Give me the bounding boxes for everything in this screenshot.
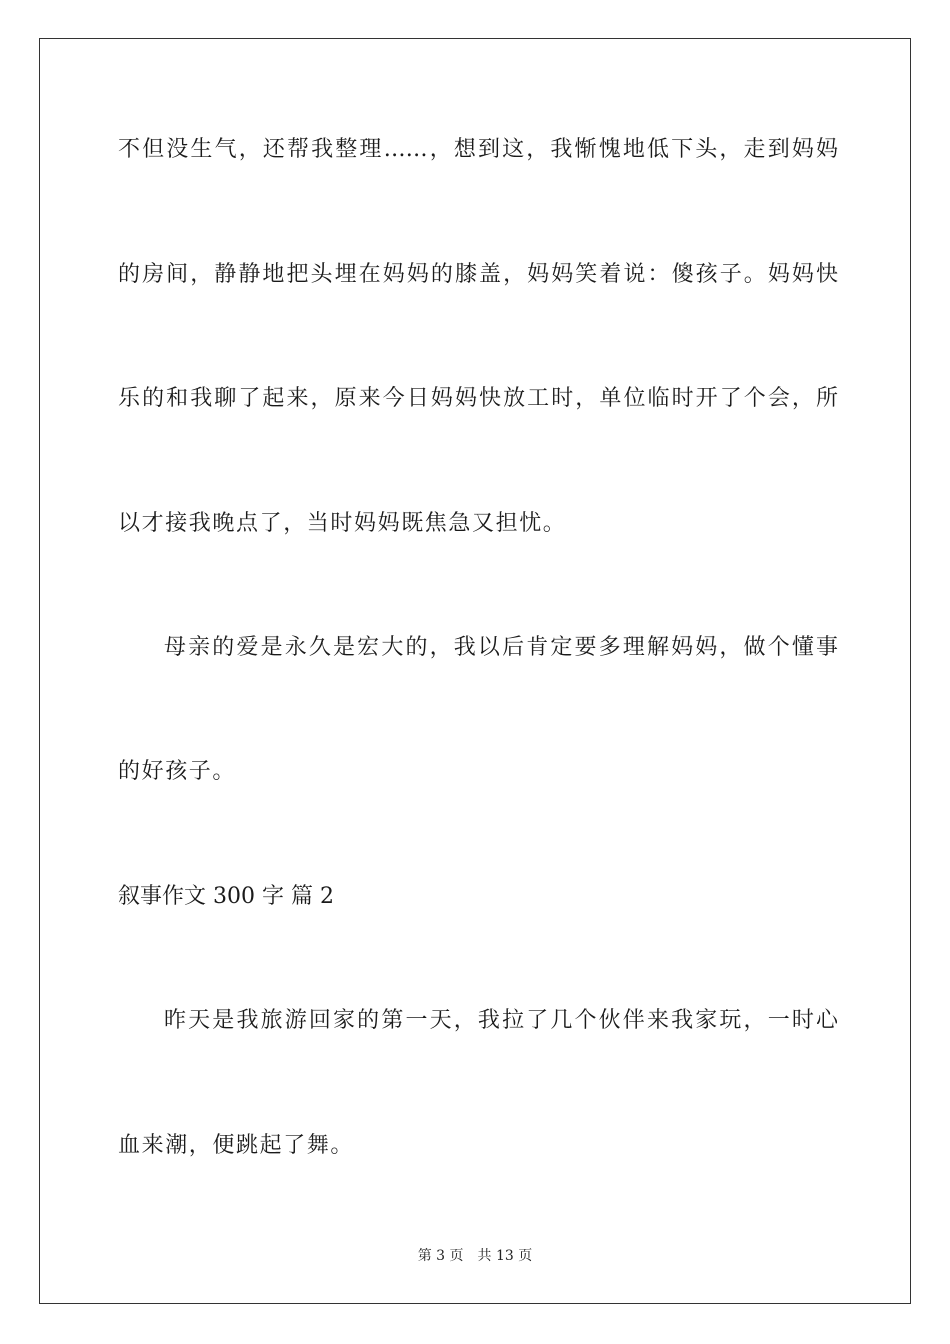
paragraph-line-5: 母亲的爱是永久是宏大的，我以后肯定要多理解妈妈，做个懂事 [164,635,838,660]
page-number: 第 3 页 [417,1248,464,1264]
paragraph-line-2: 的房间，静静地把头埋在妈妈的膝盖，妈妈笑着说：傻孩子。妈妈快 [118,262,838,287]
paragraph-line-1: 不但没生气，还帮我整理……，想到这，我惭愧地低下头，走到妈妈 [118,137,838,162]
paragraph-line-3: 乐的和我聊了起来，原来今日妈妈快放工时，单位临时开了个会，所 [118,386,838,411]
paragraph-line-4: 以才接我晚点了，当时妈妈既焦急又担忧。 [118,511,567,536]
paragraph-line-6: 的好孩子。 [118,759,237,784]
section-heading: 叙事作文 300 字 篇 2 [118,884,334,909]
page-border [39,38,911,1304]
page-total: 共 13 页 [477,1248,533,1264]
page-footer [0,1246,950,1266]
paragraph-line-7: 昨天是我旅游回家的第一天，我拉了几个伙伴来我家玩，一时心 [164,1008,838,1033]
paragraph-line-8: 血来潮，便跳起了舞。 [118,1133,355,1158]
